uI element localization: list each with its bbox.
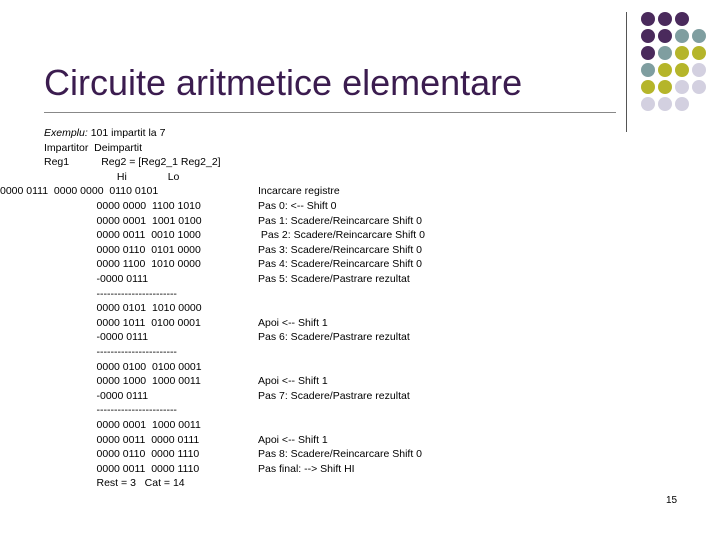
decorative-dot (675, 46, 689, 60)
example-label: Exemplu: (44, 127, 88, 139)
step-description: Pas 6: Scadere/Pastrare rezultat (258, 331, 410, 344)
step-description: Pas 1: Scadere/Reincarcare Shift 0 (258, 214, 423, 227)
step-description: Pas 8: Scadere/Reincarcare Shift 0 (258, 448, 423, 461)
example-line: 0000 0110 0101 0000 (44, 243, 201, 256)
example-line: -0000 0111 (44, 331, 149, 344)
example-line: 0000 1000 1000 0011 (44, 375, 201, 388)
step-description: Apoi <-- Shift 1 (258, 375, 328, 388)
decorative-dot (641, 29, 655, 43)
step-description: Pas 3: Scadere/Reincarcare Shift 0 (258, 243, 423, 256)
step-description: Pas final: --> Shift HI (258, 462, 355, 475)
example-line: ----------------------- (44, 346, 177, 358)
step-description: Incarcare registre (258, 185, 340, 198)
example-line: 0000 0001 1001 0100 (44, 214, 202, 227)
decorative-dot (641, 46, 655, 60)
step-description: Apoi <-- Shift 1 (258, 433, 328, 446)
step-description: Pas 7: Scadere/Pastrare rezultat (258, 389, 410, 402)
example-line (44, 126, 165, 140)
title-vertical-divider (626, 12, 627, 132)
example-line: 0000 0111 0000 0000 0110 0101 (0, 185, 159, 198)
example-statement: 101 impartit la 7 (87, 127, 166, 139)
example-line: Reg1 Reg2 = [Reg2_1 Reg2_2] (44, 156, 221, 169)
example-line: 0000 1100 1010 0000 (44, 258, 201, 271)
example-line: 0000 0001 1000 0011 (44, 419, 201, 431)
decorative-dot (658, 80, 672, 94)
decorative-dot (692, 29, 706, 43)
decorative-dot (692, 80, 706, 94)
decorative-dot (692, 46, 706, 60)
example-line: 0000 0100 0100 0001 (44, 360, 202, 373)
decorative-dot (692, 63, 706, 77)
decorative-dot (675, 29, 689, 43)
example-line: -0000 0111 (44, 273, 149, 285)
example-line: Rest = 3 Cat = 14 (44, 477, 185, 490)
decorative-dot (641, 12, 655, 26)
step-description: Pas 2: Scadere/Reincarcare Shift 0 (258, 229, 425, 242)
example-line: 0000 0000 1100 1010 (44, 200, 201, 212)
example-line: 0000 1011 0100 0001 (44, 316, 201, 329)
step-description: Apoi <-- Shift 1 (258, 316, 328, 329)
example-line: ----------------------- (44, 287, 177, 300)
example-line: ----------------------- (44, 404, 177, 417)
step-description: Pas 4: Scadere/Reincarcare Shift 0 (258, 258, 423, 271)
step-description: Pas 0: <-- Shift 0 (258, 200, 337, 212)
decorative-dot (675, 12, 689, 26)
decorative-dot (658, 12, 672, 26)
example-line: Impartitor Deimpartit (44, 141, 143, 154)
example-line: 0000 0011 0000 0111 (44, 433, 200, 446)
decorative-dot (641, 97, 655, 111)
example-line: 0000 0011 0000 1110 (44, 462, 200, 475)
example-line: 0000 0011 0010 1000 (44, 229, 201, 242)
decorative-dot (675, 63, 689, 77)
decorative-dot (658, 97, 672, 111)
example-line: 0000 0110 0000 1110 (44, 448, 200, 461)
decorative-dot (641, 80, 655, 94)
example-line: Hi Lo (44, 170, 180, 183)
step-description: Pas 5: Scadere/Pastrare rezultat (258, 273, 410, 285)
decorative-dot (675, 80, 689, 94)
slide-title: Circuite aritmetice elementare (44, 62, 523, 103)
decorative-dot (658, 63, 672, 77)
decorative-dot (658, 29, 672, 43)
example-line: 0000 0101 1010 0000 (44, 302, 202, 315)
page-number: 15 (666, 495, 678, 506)
decorative-dot (675, 97, 689, 111)
decorative-dot (658, 46, 672, 60)
title-underline (44, 112, 616, 113)
decorative-dot-grid (640, 12, 720, 122)
example-line: -0000 0111 (44, 389, 149, 402)
decorative-dot (641, 63, 655, 77)
